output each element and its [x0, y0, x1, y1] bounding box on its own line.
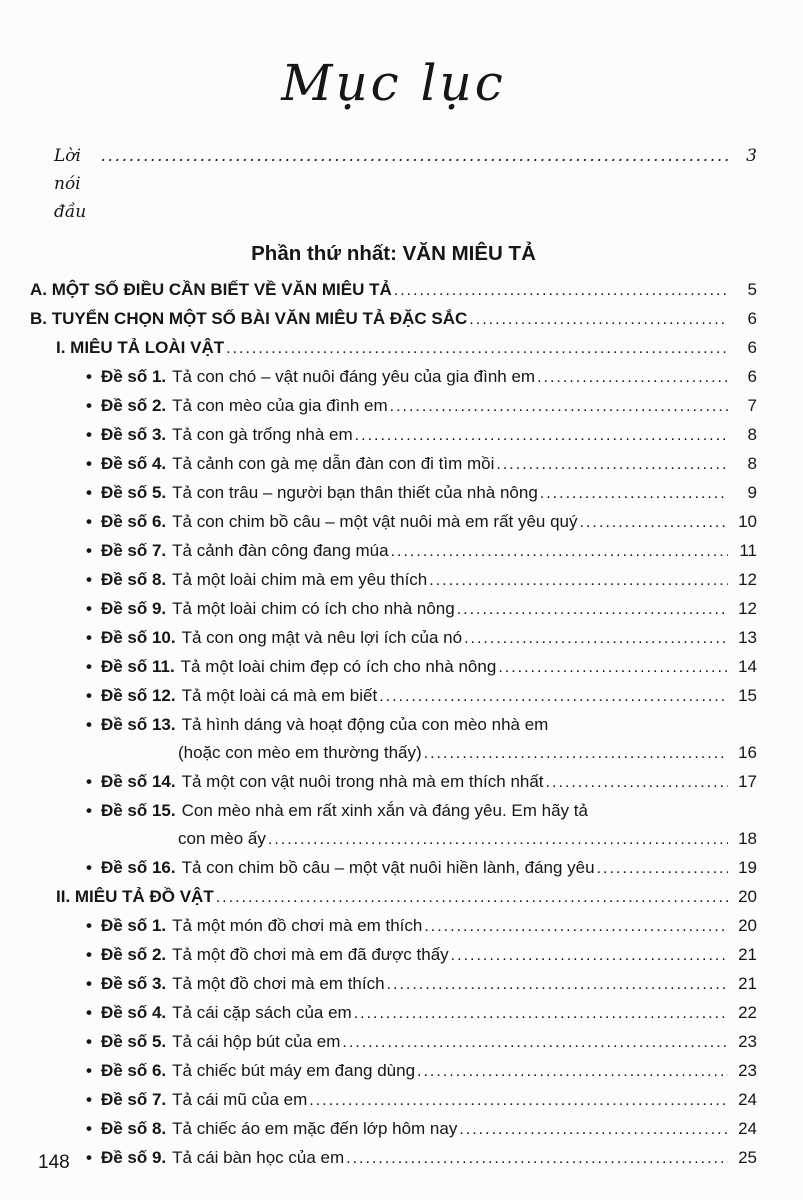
entry-number: Đề số 14.	[100, 772, 176, 791]
page-number: 18	[738, 829, 757, 848]
entry-text: Tả con chó – vật nuôi đáng yêu của gia đình em	[172, 367, 536, 386]
bullet-icon: •	[86, 686, 92, 705]
dot-leader	[226, 335, 728, 363]
toc-entry-line	[86, 421, 757, 450]
bullet-icon: •	[86, 483, 92, 502]
entry-text: Tả cái bàn học của em	[172, 1148, 345, 1167]
page-number: 5	[747, 280, 757, 299]
toc-entry	[30, 624, 757, 653]
toc-entry	[30, 682, 757, 711]
toc-entry	[30, 276, 757, 305]
dot-leader	[355, 422, 728, 450]
entry-text: Tả con gà trống nhà em	[172, 425, 353, 444]
dot-leader	[379, 683, 728, 711]
page-number: 9	[747, 483, 757, 502]
entry-text: Tả con ong mật và nêu lợi ích của nó	[181, 628, 463, 647]
toc-entry	[30, 305, 757, 334]
entry-text: Tả cái mũ của em	[172, 1090, 308, 1109]
dot-leader	[464, 625, 728, 653]
dot-leader	[390, 393, 728, 421]
entry-text: Tả một đồ chơi mà em đã được thấy	[172, 945, 449, 964]
toc-entry-line	[86, 595, 757, 624]
entry-number: Đề số 8.	[100, 1119, 167, 1138]
page-number: 23	[738, 1032, 757, 1051]
toc-entry-line	[86, 1144, 757, 1173]
dot-leader	[459, 1116, 728, 1144]
dot-leader	[540, 480, 728, 508]
bullet-icon: •	[86, 1148, 92, 1167]
dot-leader	[101, 142, 728, 170]
dot-leader	[469, 306, 728, 334]
toc-entry	[30, 1057, 757, 1086]
entry-text: con mèo ấy	[178, 829, 266, 848]
dot-leader	[424, 740, 728, 768]
dot-leader	[394, 277, 728, 305]
entry-text: Tả cảnh con gà mẹ dẫn đàn con đi tìm mồi	[172, 454, 495, 473]
toc-entry	[30, 941, 757, 970]
entry-number: Đề số 9.	[100, 1148, 167, 1167]
entry-text: Tả chiếc bút máy em đang dùng	[172, 1061, 416, 1080]
entry-text: Tả con chim bồ câu – một vật nuôi mà em rất yêu quý	[172, 512, 578, 531]
entry-text: Tả cái cặp sách của em	[172, 1003, 352, 1022]
entry-number: Đề số 2.	[100, 396, 167, 415]
toc-entry-line	[86, 1115, 757, 1144]
page-number: 6	[747, 338, 757, 357]
page-number: 20	[738, 887, 757, 906]
entry-number: Đề số 8.	[100, 570, 167, 589]
entry-text: Tả một đồ chơi mà em thích	[172, 974, 385, 993]
entry-number: Đề số 4.	[100, 454, 167, 473]
page-number: 19	[738, 858, 757, 877]
toc-entry	[30, 883, 757, 912]
bullet-icon: •	[86, 454, 92, 473]
toc-entry	[30, 363, 757, 392]
toc-entry	[30, 854, 757, 883]
toc-entry-line	[86, 797, 757, 825]
entry-number: Đề số 5.	[100, 483, 167, 502]
dot-leader	[391, 538, 728, 566]
bullet-icon: •	[86, 367, 92, 386]
dot-leader	[346, 1145, 728, 1173]
page-number: 12	[738, 570, 757, 589]
preface-label: Lời nói đầu	[54, 146, 87, 222]
toc-entry	[30, 595, 757, 624]
toc-entry-line	[86, 768, 757, 797]
page-number: 8	[747, 425, 757, 444]
entry-number: Đề số 6.	[100, 1061, 167, 1080]
page-number: 10	[738, 512, 757, 531]
bullet-icon: •	[86, 512, 92, 531]
bullet-icon: •	[86, 541, 92, 560]
toc-entry	[30, 711, 757, 768]
page-number: 12	[738, 599, 757, 618]
bullet-icon: •	[86, 599, 92, 618]
page-number: 20	[738, 916, 757, 935]
toc-entry-preface	[30, 142, 757, 226]
toc-entry	[30, 1086, 757, 1115]
dot-leader	[496, 451, 728, 479]
toc-entry-line	[86, 450, 757, 479]
bullet-icon: •	[86, 858, 92, 877]
toc-entry-continuation	[86, 825, 757, 854]
entry-number: Đề số 2.	[100, 945, 167, 964]
toc-entry	[30, 999, 757, 1028]
page-number: 14	[738, 657, 757, 676]
page-number: 21	[738, 945, 757, 964]
bullet-icon: •	[86, 425, 92, 444]
bullet-icon: •	[86, 715, 92, 734]
entry-text: Tả cảnh đàn công đang múa	[172, 541, 389, 560]
entry-text: Tả con mèo của gia đình em	[172, 396, 388, 415]
toc-entry-line	[86, 537, 757, 566]
entry-number: Đề số 12.	[100, 686, 176, 705]
toc-entry-line	[86, 999, 757, 1028]
page-number: 11	[739, 541, 757, 560]
toc-entry-line	[30, 305, 757, 334]
dot-leader	[354, 1000, 728, 1028]
dot-leader	[429, 567, 728, 595]
dot-leader	[417, 1058, 728, 1086]
toc-entry	[30, 334, 757, 363]
dot-leader	[309, 1087, 728, 1115]
toc-entry	[30, 653, 757, 682]
bullet-icon: •	[86, 1032, 92, 1051]
entry-number: Đề số 1.	[100, 367, 167, 386]
toc-entry	[30, 1028, 757, 1057]
page-number: 3	[746, 146, 757, 166]
bullet-icon: •	[86, 1003, 92, 1022]
toc-entry	[30, 421, 757, 450]
dot-leader	[268, 826, 728, 854]
toc-entry-line	[86, 711, 757, 739]
entry-text: Tả một món đồ chơi mà em thích	[172, 916, 423, 935]
dot-leader	[451, 942, 728, 970]
dot-leader	[457, 596, 728, 624]
entry-number: Đề số 16.	[100, 858, 176, 877]
entry-number: Đề số 4.	[100, 1003, 167, 1022]
toc-entry	[30, 537, 757, 566]
dot-leader	[387, 971, 728, 999]
entry-text: Tả con chim bồ câu – một vật nuôi hiền lành, đáng yêu	[181, 858, 595, 877]
toc-entry-line	[86, 653, 757, 682]
entry-text: (hoặc con mèo em thường thấy)	[178, 743, 422, 762]
entry-text: Tả một con vật nuôi trong nhà mà em thích nhất	[181, 772, 544, 791]
bullet-icon: •	[86, 396, 92, 415]
bullet-icon: •	[86, 1090, 92, 1109]
page-number: 15	[738, 686, 757, 705]
dot-leader	[597, 855, 728, 883]
bullet-icon: •	[86, 801, 92, 820]
entry-number: Đề số 1.	[100, 916, 167, 935]
bullet-icon: •	[86, 945, 92, 964]
bullet-icon: •	[86, 1119, 92, 1138]
part-heading: Phần thứ nhất: VĂN MIÊU TẢ	[251, 242, 536, 265]
toc-entry	[30, 566, 757, 595]
toc-entry	[30, 797, 757, 854]
page-number: 16	[738, 743, 757, 762]
page-number: 24	[738, 1119, 757, 1138]
dot-leader	[216, 884, 728, 912]
entry-label: A. MỘT SỐ ĐIỀU CẦN BIẾT VỀ VĂN MIÊU TẢ	[30, 280, 392, 299]
toc-entry	[30, 768, 757, 797]
entry-text: Tả con trâu – người bạn thân thiết của nhà nông	[172, 483, 538, 502]
toc-entry	[30, 450, 757, 479]
toc-entry-line	[86, 970, 757, 999]
entry-text: Tả một loài cá mà em biết	[181, 686, 378, 705]
toc-entry-line	[86, 1057, 757, 1086]
page-number: 6	[747, 367, 757, 386]
toc-entry-line	[86, 941, 757, 970]
toc-entry	[30, 392, 757, 421]
entry-label: B. TUYỂN CHỌN MỘT SỐ BÀI VĂN MIÊU TẢ ĐẶC SẮC	[30, 309, 468, 328]
page-number: 22	[738, 1003, 757, 1022]
entry-number: Đề số 15.	[100, 801, 176, 820]
toc-entry-line	[86, 392, 757, 421]
entry-text: Tả một loài chim có ích cho nhà nông	[172, 599, 455, 618]
entry-text: Tả chiếc áo em mặc đến lớp hôm nay	[172, 1119, 458, 1138]
toc-entry	[30, 479, 757, 508]
entry-number: Đề số 7.	[100, 541, 167, 560]
toc-entry-continuation	[86, 739, 757, 768]
toc-entry-line	[86, 912, 757, 941]
page-number: 17	[738, 772, 757, 791]
dot-leader	[546, 769, 728, 797]
page-number: 13	[738, 628, 757, 647]
dot-leader	[498, 654, 728, 682]
page-number: 8	[747, 454, 757, 473]
page-number: 21	[738, 974, 757, 993]
dot-leader	[580, 509, 728, 537]
entry-text: Tả một loài chim mà em yêu thích	[172, 570, 428, 589]
dot-leader	[424, 913, 728, 941]
entry-text: Tả một loài chim đẹp có ích cho nhà nông	[180, 657, 497, 676]
entry-text: Con mèo nhà em rất xinh xắn và đáng yêu. Em hãy tả	[181, 801, 588, 820]
toc-entry	[30, 912, 757, 941]
page-number: 7	[747, 396, 757, 415]
toc-entry	[30, 970, 757, 999]
toc-entry-line	[86, 508, 757, 537]
entry-label: II. MIÊU TẢ ĐỒ VẬT	[56, 887, 214, 906]
entry-number: Đề số 9.	[100, 599, 167, 618]
entry-number: Đề số 11.	[100, 657, 175, 676]
toc-entry-line	[86, 854, 757, 883]
entry-number: Đề số 3.	[100, 425, 167, 444]
entry-number: Đề số 6.	[100, 512, 167, 531]
bullet-icon: •	[86, 916, 92, 935]
bullet-icon: •	[86, 974, 92, 993]
entry-label: I. MIÊU TẢ LOÀI VẬT	[56, 338, 225, 357]
entry-number: Đề số 10.	[100, 628, 176, 647]
toc-entry-line	[86, 479, 757, 508]
bullet-icon: •	[86, 570, 92, 589]
toc-entry-line	[86, 1086, 757, 1115]
dot-leader	[537, 364, 728, 392]
toc-entry-line	[30, 276, 757, 305]
toc-entry-line	[56, 334, 757, 363]
entry-number: Đề số 7.	[100, 1090, 167, 1109]
toc-entry-line	[56, 883, 757, 912]
toc-entry	[30, 1144, 757, 1173]
page-number: 23	[738, 1061, 757, 1080]
toc-entries	[30, 276, 757, 1173]
bullet-icon: •	[86, 1061, 92, 1080]
entry-number: Đề số 5.	[100, 1032, 167, 1051]
toc-entry-line	[86, 363, 757, 392]
page-title: Mục lục	[281, 54, 506, 112]
page-number: 24	[738, 1090, 757, 1109]
bullet-icon: •	[86, 657, 92, 676]
toc-entry-line	[86, 566, 757, 595]
toc-entry-line	[86, 682, 757, 711]
dot-leader	[342, 1029, 728, 1057]
toc-entry-line	[86, 624, 757, 653]
toc-entry-line	[86, 1028, 757, 1057]
entry-text: Tả cái hộp bút của em	[172, 1032, 341, 1051]
entry-number: Đề số 3.	[100, 974, 167, 993]
entry-number: Đề số 13.	[100, 715, 176, 734]
folio-page-number: 148	[38, 1152, 70, 1173]
entry-text: Tả hình dáng và hoạt động của con mèo nhà em	[181, 715, 549, 734]
toc-entry	[30, 1115, 757, 1144]
page-number: 6	[747, 309, 757, 328]
bullet-icon: •	[86, 772, 92, 791]
bullet-icon: •	[86, 628, 92, 647]
toc-entry	[30, 508, 757, 537]
page-number: 25	[738, 1148, 757, 1167]
